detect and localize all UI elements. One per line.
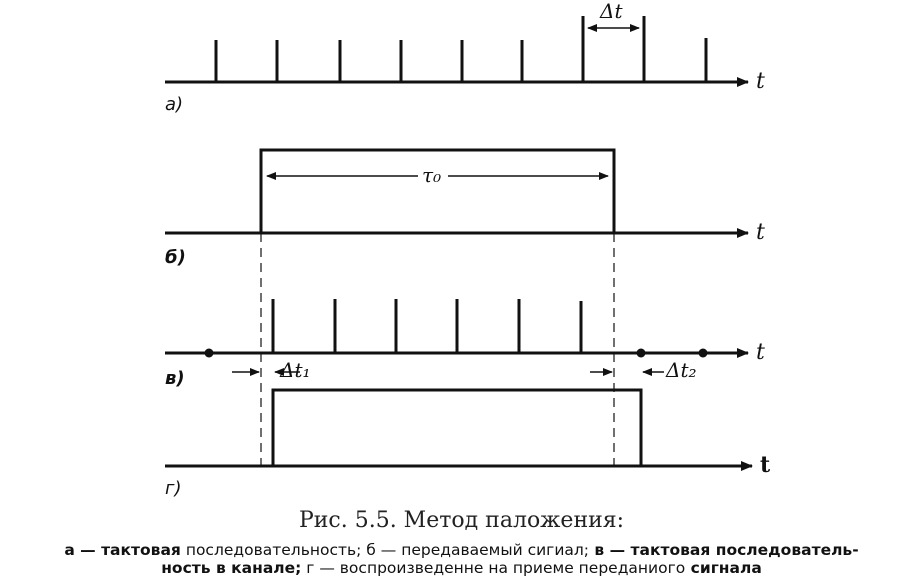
axis-label-b: t <box>756 220 765 245</box>
dot <box>205 349 214 358</box>
legend-a-key: а — тактовая <box>64 541 181 559</box>
dot <box>637 349 646 358</box>
panel-v <box>165 299 765 389</box>
legend-v-key: в — тактовая последователь- <box>589 541 859 559</box>
clock-pulses-v <box>273 299 581 353</box>
panel-a <box>165 0 765 115</box>
axis-label-v: t <box>756 340 765 365</box>
legend-line-1 <box>0 540 923 560</box>
legend-g-end: сигнала <box>685 559 762 577</box>
panel-b <box>165 150 765 268</box>
legend-a-rest: последовательность; <box>180 541 362 559</box>
interval-label-a: Δt <box>600 0 623 23</box>
clock-pulses-a <box>216 16 706 82</box>
duration-label-b: τ₀ <box>422 163 442 187</box>
panel-label-b: б) <box>165 247 186 268</box>
dot <box>699 349 708 358</box>
axis-label-a: t <box>756 69 765 94</box>
legend-g: г — воспроизведенне на приеме переданиого <box>301 559 686 577</box>
panel-g <box>165 390 771 499</box>
delta2-label: Δt₂ <box>666 358 697 382</box>
delta1-label: Δt₁ <box>280 358 311 382</box>
legend-v-rest: ность в канале; <box>161 559 302 577</box>
reproduced-pulse-g <box>273 390 641 466</box>
legend-b: б — передаваемый сигиал; <box>361 541 590 559</box>
panel-label-a: а) <box>165 94 184 115</box>
axis-label-g: t <box>760 452 771 478</box>
panel-label-v: в) <box>165 368 185 389</box>
figure-caption: Рис. 5.5. Метод паложения: <box>298 508 625 533</box>
projection-lines <box>261 233 614 466</box>
legend-line-2 <box>0 558 923 578</box>
panel-label-g: г) <box>165 478 182 499</box>
